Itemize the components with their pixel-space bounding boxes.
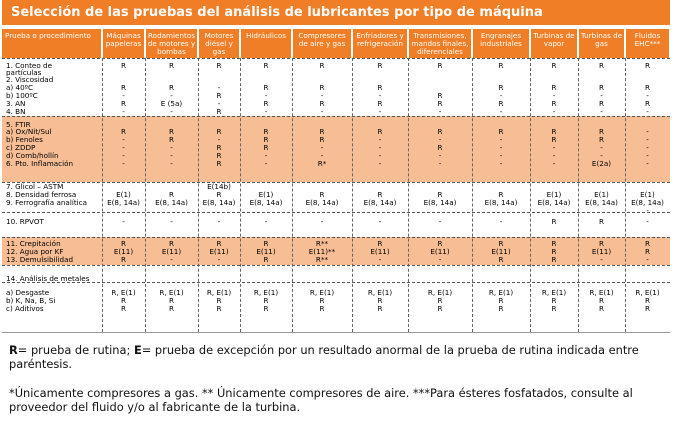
table-cell: - — [499, 217, 503, 226]
table-cell: R — [599, 296, 604, 305]
table-cell: R — [216, 107, 222, 116]
table-cell: R — [263, 239, 269, 248]
column-divider — [530, 58, 531, 332]
table-cell: R — [377, 296, 383, 305]
table-cell: R — [498, 190, 504, 199]
table-cell: - — [552, 107, 556, 116]
table-cell: R — [216, 91, 222, 100]
table-cell: R — [169, 239, 174, 248]
table-cell: - — [170, 255, 173, 264]
table-cell: E(8, 14a) — [585, 198, 618, 207]
table-cell: R — [437, 296, 443, 305]
table-cell: R — [319, 61, 325, 70]
column-divider — [578, 58, 579, 332]
table-cell: - — [552, 159, 556, 168]
table-cell: E(11) — [430, 247, 450, 256]
table-cell: - — [122, 143, 125, 152]
column-header — [409, 29, 471, 58]
column-header — [293, 29, 351, 58]
table-cell: R — [551, 135, 557, 144]
table-cell: R — [551, 99, 557, 108]
table-cell: E(8, 14a) — [484, 198, 518, 207]
column-header-label: Engranajes industriales — [480, 31, 522, 48]
table-cell: - — [264, 151, 268, 160]
row-label: 6. Pto. Inflamación — [6, 159, 74, 168]
table-cell: R — [216, 239, 222, 248]
table-cell: R, E(1) — [206, 288, 232, 297]
table-cell: E(14b) — [207, 182, 231, 191]
table-cell: R, E(1) — [159, 288, 184, 297]
column-divider — [292, 58, 293, 332]
row-label: 14. Análisis de metales — [6, 274, 90, 283]
table-cell: R — [319, 296, 325, 305]
column-divider — [145, 58, 146, 332]
table-cell: - — [378, 135, 382, 144]
table-cell: R — [263, 255, 269, 264]
table-cell: R — [437, 190, 443, 199]
table-cell: R — [551, 127, 557, 136]
table-cell: R — [599, 61, 604, 70]
table-cell: - — [600, 151, 603, 160]
row-label: b) Fenoles — [6, 135, 43, 144]
column-header — [241, 29, 291, 58]
table-cell: E(8, 14a) — [202, 198, 236, 207]
column-header — [473, 29, 529, 58]
footnote-legend — [9, 343, 669, 371]
table-cell: R — [599, 127, 604, 136]
table-cell: R — [319, 127, 325, 136]
table-cell: R — [599, 135, 604, 144]
table-cell: R, E(1) — [367, 288, 393, 297]
table-cell: - — [646, 91, 649, 100]
table-cell: - — [170, 107, 173, 116]
table-cell: R, E(1) — [253, 288, 279, 297]
table-cell: R — [437, 304, 443, 313]
column-divider — [352, 58, 353, 332]
table-cell: - — [499, 135, 503, 144]
table-cell: - — [217, 217, 221, 226]
table-cell: R — [121, 239, 126, 248]
table-cell: R — [599, 304, 604, 313]
column-divider — [240, 58, 241, 332]
title-bar — [2, 0, 670, 25]
table-cell: E(1) — [258, 190, 274, 199]
column-divider — [472, 58, 473, 332]
table-cell: - — [320, 91, 324, 100]
table-cell: R — [645, 296, 650, 305]
table-cell: - — [320, 151, 324, 160]
column-header-label: Rodamientos de motores y bombas — [147, 31, 196, 56]
row-label: 9. Ferrografía analítica — [6, 198, 87, 207]
table-cell: R — [216, 127, 222, 136]
table-cell: E (5a) — [160, 99, 183, 108]
table-cell: - — [264, 107, 268, 116]
table-cell: R — [121, 296, 126, 305]
column-header-label: Transmisiones, mandos finales, diferenciales — [411, 31, 469, 56]
table-cell: E(11) — [209, 247, 229, 256]
table-cell: R — [377, 83, 383, 92]
table-cell: R, E(1) — [541, 288, 567, 297]
table-cell: - — [438, 217, 442, 226]
table-cell: - — [499, 107, 503, 116]
row-label: 5. FTIR — [6, 120, 31, 129]
table-cell: - — [646, 143, 649, 152]
column-header-label: Prueba o procedimiento — [5, 31, 91, 40]
table-cell: R — [263, 304, 269, 313]
column-header-label: Hidráulicos — [246, 31, 286, 40]
table-cell: R — [319, 99, 325, 108]
table-cell: E(8, 14a) — [305, 198, 339, 207]
table-cell: - — [122, 151, 125, 160]
table-cell: R — [216, 151, 222, 160]
column-header-label: Turbinas de vapor — [533, 31, 575, 48]
table-cell: R — [498, 99, 504, 108]
table-cell: R — [551, 255, 557, 264]
table-cell: R — [121, 83, 126, 92]
table-cell: R** — [315, 239, 329, 248]
table-cell: - — [646, 159, 649, 168]
table-cell: - — [122, 217, 125, 226]
column-header — [626, 29, 669, 58]
table-cell: E(8, 14a) — [423, 198, 457, 207]
column-header-label: Máquinas papeleras — [105, 31, 142, 48]
table-cell: - — [552, 143, 556, 152]
table-cell: R — [551, 239, 557, 248]
table-cell: R — [169, 296, 174, 305]
table-cell: R — [498, 61, 504, 70]
table-cell: E(1) — [546, 190, 562, 199]
column-header-label: Fluidos EHC*** — [634, 31, 661, 48]
table-cell: R — [121, 304, 126, 313]
table-cell: - — [552, 151, 556, 160]
column-header — [146, 29, 197, 58]
row-label: 3. AN — [6, 99, 26, 108]
row-label: b) 100ºC — [6, 91, 38, 100]
row-label: 1. Conteo de — [6, 61, 53, 70]
table-cell: - — [646, 206, 649, 215]
table-cell: R — [551, 61, 557, 70]
table-cell: R — [645, 247, 650, 256]
table-cell: R — [263, 127, 269, 136]
table-cell: R — [377, 99, 383, 108]
table-cell: - — [438, 107, 442, 116]
table-cell: - — [438, 135, 442, 144]
row-label: b) K, Na, B, Si — [6, 296, 56, 305]
row-label: 4. BN — [6, 107, 26, 116]
table-cell: - — [170, 151, 173, 160]
table-cell: R — [263, 61, 269, 70]
table-cell: - — [552, 91, 556, 100]
table-cell: E(11) — [491, 247, 511, 256]
table-cell: - — [499, 159, 503, 168]
table-cell: - — [170, 143, 173, 152]
table-cell: R — [263, 99, 269, 108]
row-label: 10. RPVOT — [6, 217, 44, 226]
table-cell: E(8, 14a) — [155, 198, 188, 207]
table-cell: R — [599, 217, 604, 226]
column-header — [103, 29, 144, 58]
table-cell: - — [264, 91, 268, 100]
table-cell: R — [645, 83, 650, 92]
table-cell: E(8, 14a) — [107, 198, 140, 207]
table-cell: - — [600, 143, 603, 152]
table-cell: R — [599, 83, 604, 92]
table-cell: - — [438, 255, 442, 264]
table-cell: R — [551, 217, 557, 226]
table-cell: E(11) — [256, 247, 276, 256]
column-header — [579, 29, 624, 58]
table-cell: - — [378, 91, 382, 100]
table-cell: R — [169, 127, 174, 136]
table-cell: R — [437, 143, 443, 152]
table-cell: E(8, 14a) — [249, 198, 283, 207]
table-cell: - — [264, 217, 268, 226]
column-header — [353, 29, 407, 58]
table-cell: R — [319, 190, 325, 199]
table-cell: - — [499, 151, 503, 160]
table-cell: - — [217, 99, 221, 108]
row-label: c) Aditivos — [6, 304, 44, 313]
table-cell: - — [122, 107, 125, 116]
table-cell: R — [437, 239, 443, 248]
table-cell: - — [499, 143, 503, 152]
table-cell: E(8, 14a) — [363, 198, 397, 207]
table-cell: R — [216, 159, 222, 168]
row-label: a) Ox/Nit/Sul — [6, 127, 52, 136]
table-cell: E(8, 14a) — [631, 198, 664, 207]
table-cell: R — [498, 304, 504, 313]
table-cell: R — [498, 296, 504, 305]
table-cell: E(8, 14a) — [537, 198, 571, 207]
row-label: 13. Demulsibilidad — [6, 255, 74, 264]
table-cell: E(11) — [161, 247, 182, 256]
table-cell: - — [122, 159, 125, 168]
table-cell: - — [378, 107, 382, 116]
table-cell: R — [599, 99, 604, 108]
table-cell: - — [378, 151, 382, 160]
table-cell: - — [600, 255, 603, 264]
legend-r-text: = prueba de rutina; — [17, 343, 134, 357]
column-header — [531, 29, 577, 58]
row-label: 11. Crepitación — [6, 239, 61, 248]
table-cell: R — [121, 127, 126, 136]
table-cell: R — [645, 304, 650, 313]
table-cell: R — [216, 304, 222, 313]
table-cell: R — [498, 83, 504, 92]
table-cell: R — [498, 239, 504, 248]
row-label: a) 40ºC — [6, 83, 34, 92]
footnote-notes: *Únicamente compresores a gas. ** Únicamente compresores de aire. ***Para ésteres fosfatados, consulte al proveedor del fluido y/o al fabricante de la turbina. — [9, 386, 633, 414]
table-cell: R — [216, 61, 222, 70]
table-cell: R — [121, 61, 126, 70]
table-cell: R — [263, 296, 269, 305]
table-cell: R — [437, 99, 443, 108]
table-cell: R — [216, 143, 222, 152]
table-cell: R, E(1) — [427, 288, 453, 297]
table-cell: - — [378, 159, 382, 168]
table-cell: - — [438, 151, 442, 160]
table-cell: R — [377, 239, 383, 248]
table-cell: - — [320, 107, 324, 116]
table-cell: R — [498, 127, 504, 136]
table-cell: - — [378, 255, 382, 264]
table-cell: - — [122, 135, 125, 144]
column-header-label: Enfriadores y refrigeración — [356, 31, 404, 48]
table-cell: R — [437, 61, 443, 70]
table-cell: - — [646, 255, 649, 264]
table-cell: - — [438, 159, 442, 168]
table-cell: R — [645, 61, 650, 70]
row-label: d) Comb/hollín — [6, 151, 59, 160]
table-cell: - — [378, 217, 382, 226]
table-cell: R — [551, 296, 557, 305]
table-cell: - — [122, 91, 125, 100]
column-divider — [408, 58, 409, 332]
table-cell: R — [437, 127, 443, 136]
table-cell: - — [320, 143, 324, 152]
column-header-label: Motores diésel y gas — [204, 31, 234, 56]
table-cell: R — [377, 127, 383, 136]
table-cell: E(11) — [113, 247, 134, 256]
table-cell: R — [169, 304, 174, 313]
table-bottom-divider — [2, 332, 670, 333]
column-divider — [102, 58, 103, 332]
table-cell: R — [377, 304, 383, 313]
table-cell: R, E(1) — [635, 288, 660, 297]
table-cell: R — [169, 135, 174, 144]
table-cell: R, E(1) — [589, 288, 614, 297]
row-label: c) ZDDP — [6, 143, 36, 152]
table-cell: - — [378, 143, 382, 152]
table-cell: R — [645, 239, 650, 248]
table-cell: R, E(1) — [488, 288, 514, 297]
table-cell: R — [216, 296, 222, 305]
table-cell: E(11)** — [308, 247, 336, 256]
table-cell: R, E(1) — [309, 288, 335, 297]
table-cell: R — [263, 135, 269, 144]
column-divider — [198, 58, 199, 332]
table-cell: - — [646, 217, 649, 226]
table-cell: - — [170, 217, 173, 226]
column-header-label: Compresores de aire y gas — [298, 31, 346, 48]
row-label: 12. Agua por KF — [6, 247, 64, 256]
table-cell: E(2a) — [591, 159, 612, 168]
row-label: 2. Viscosidad — [6, 75, 54, 84]
table-cell: E(11) — [370, 247, 390, 256]
legend-r-key: R — [9, 343, 18, 357]
table-cell: R — [263, 83, 269, 92]
table-cell: - — [170, 91, 173, 100]
table-cell: R — [169, 61, 174, 70]
legend-e-key: E — [133, 343, 142, 357]
table-cell: R — [263, 143, 269, 152]
table-cell: E(11) — [591, 247, 612, 256]
column-header-label: Turbinas de gas — [580, 31, 623, 48]
table-cell: - — [646, 107, 649, 116]
column-header — [2, 29, 101, 58]
table-cell: - — [646, 135, 649, 144]
column-divider — [625, 58, 626, 332]
table-cell: E(1) — [594, 190, 609, 199]
table-cell: - — [320, 217, 324, 226]
row-label: a) Desgaste — [6, 288, 50, 297]
table-cell: R — [551, 247, 557, 256]
column-header — [199, 29, 239, 58]
table-cell: R — [377, 61, 383, 70]
table-cell: R, E(1) — [111, 288, 136, 297]
table-cell: - — [217, 83, 221, 92]
table-cell: R — [377, 190, 383, 199]
table-cell: - — [217, 135, 221, 144]
table-cell: E(1) — [640, 190, 655, 199]
row-label: 8. Densidad ferrosa — [6, 190, 77, 199]
table-cell: R* — [317, 159, 327, 168]
table-cell: R — [319, 83, 325, 92]
table-cell: - — [264, 159, 268, 168]
table-cell: - — [170, 159, 173, 168]
table-cell: - — [646, 151, 649, 160]
table-cell: E(1) — [116, 190, 131, 199]
table-cell: - — [600, 107, 603, 116]
table-cell: R — [169, 83, 174, 92]
page-title: Selección de las pruebas del análisis de lubricantes por tipo de máquina — [11, 5, 543, 20]
legend-e-text: = prueba de excepción por un resultado anormal de la prueba de rutina indicada entre paréntesis. — [9, 343, 639, 371]
table-cell: - — [600, 91, 603, 100]
table-cell: R — [551, 304, 557, 313]
table-cell: R** — [315, 255, 329, 264]
table-cell: R — [216, 190, 222, 199]
table-cell: R — [121, 99, 126, 108]
row-label: partículas — [6, 68, 42, 77]
table-cell: - — [499, 91, 503, 100]
table-cell: - — [646, 127, 649, 136]
table-cell: R — [319, 304, 325, 313]
table-cell: R — [121, 255, 126, 264]
table-cell: R — [599, 239, 604, 248]
row-label: 7. Glicol – ASTM — [6, 182, 64, 191]
table-cell: R — [437, 91, 443, 100]
table-cell: R — [169, 190, 174, 199]
table-cell: R — [498, 255, 504, 264]
table-cell: - — [217, 255, 221, 264]
table-cell: R — [551, 83, 557, 92]
table-cell: R — [319, 135, 325, 144]
table-cell: R — [645, 99, 650, 108]
